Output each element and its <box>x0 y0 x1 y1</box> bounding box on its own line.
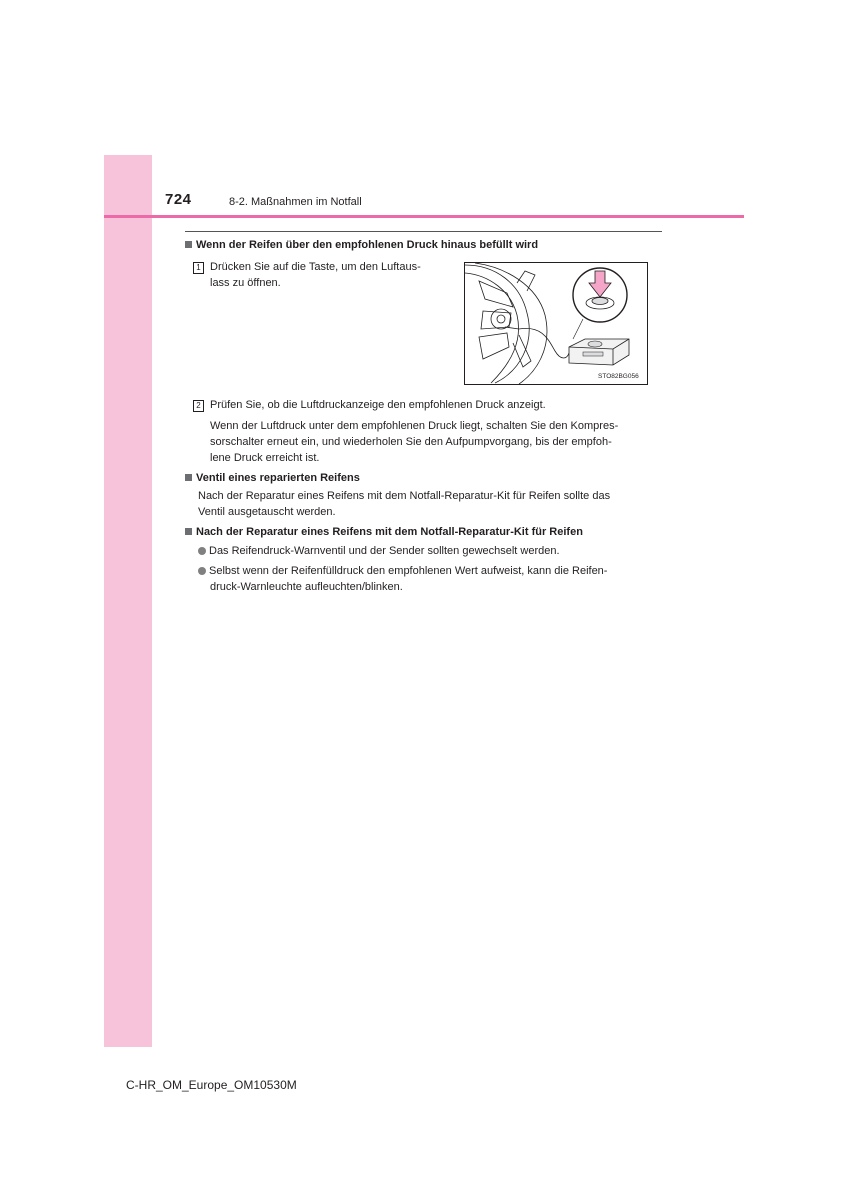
step1-line2: lass zu öffnen. <box>210 277 281 289</box>
section1-heading: Wenn der Reifen über den empfohlenen Druck hinaus befüllt wird <box>185 237 538 253</box>
step-number-2: 2 <box>193 400 204 412</box>
illustration-tire-compressor <box>464 262 648 385</box>
section-title: 8-2. Maßnahmen im Notfall <box>229 196 362 208</box>
section3-bullet2-line2: druck-Warnleuchte aufleuchten/blinken. <box>210 581 403 593</box>
header-rule <box>104 215 744 218</box>
side-color-band <box>104 155 152 1047</box>
figure-code: STO82BG056 <box>598 373 639 380</box>
footer-doc-code: C-HR_OM_Europe_OM10530M <box>126 1078 297 1092</box>
content-top-rule <box>185 231 662 232</box>
square-bullet-icon <box>185 241 192 248</box>
step2-para-line1: Wenn der Luftdruck unter dem empfohlenen Druck liegt, schalten Sie den Kompres- <box>210 420 619 432</box>
section2-line2: Ventil ausgetauscht werden. <box>198 506 336 518</box>
step1-line1: Drücken Sie auf die Taste, um den Luftaus- <box>210 261 421 273</box>
section3-bullet2: Selbst wenn der Reifenfülldruck den empfohlenen Wert aufweist, kann die Reifen- <box>198 563 607 579</box>
round-bullet-icon <box>198 567 206 575</box>
step-number-1: 1 <box>193 262 204 274</box>
section3-heading: Nach der Reparatur eines Reifens mit dem Notfall-Reparatur-Kit für Reifen <box>185 524 583 540</box>
tire-compressor-drawing <box>465 263 647 384</box>
step2-para-line3: lene Druck erreicht ist. <box>210 452 320 464</box>
square-bullet-icon <box>185 474 192 481</box>
page-number: 724 <box>165 191 192 208</box>
step2-para-line2: sorschalter erneut ein, und wiederholen Sie den Aufpumpvorgang, bis der empfoh- <box>210 436 612 448</box>
section2-line1: Nach der Reparatur eines Reifens mit dem Notfall-Reparatur-Kit für Reifen sollte das <box>198 490 611 502</box>
round-bullet-icon <box>198 547 206 555</box>
section2-heading: Ventil eines reparierten Reifens <box>185 470 360 486</box>
section3-bullet1: Das Reifendruck-Warnventil und der Sender sollten gewechselt werden. <box>198 543 560 559</box>
square-bullet-icon <box>185 528 192 535</box>
step2-text: Prüfen Sie, ob die Luftdruckanzeige den empfohlenen Druck anzeigt. <box>210 399 546 411</box>
